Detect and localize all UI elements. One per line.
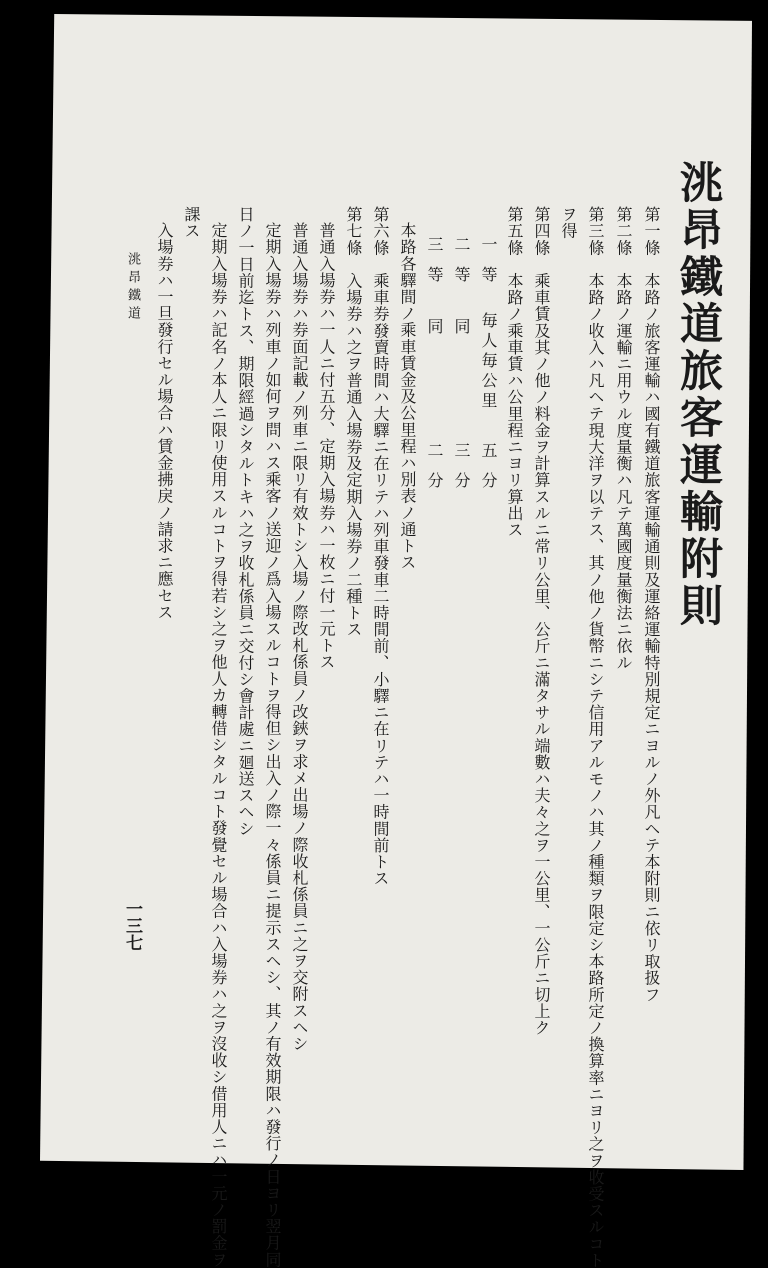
article-3-cont: ヲ得 — [559, 206, 578, 240]
fare-class-2: 二等 — [452, 236, 471, 296]
article-6: 第六條 乘車券發賣時間ハ大驛ニ在リテハ列車發車二時間前、小驛ニ在リテハ一時間前トス — [371, 206, 390, 887]
fare-class-3: 三等 — [425, 236, 444, 296]
fare-unit-3: 同 — [425, 318, 444, 338]
article-3: 第三條 本路ノ收入ハ凡ヘテ現大洋ヲ以テス、其ノ他ノ貨幣ニシテ信用アルモノハ其ノ種類ヲ限定シ本路所定ノ換算率ニヨリ之ヲ收受スルコト — [586, 206, 605, 1268]
article-1: 第一條 本路ノ旅客運輸ハ國有鐵道旅客運輸通則及運絡運輸特別規定ニヨルノ外凡ヘテ本附則ニ依リ取扱フ — [642, 206, 661, 1003]
article-7-para-3: 定期入場券ハ列車ノ如何ヲ問ハス乘客ノ送迎ノ爲入場スルコトヲ得但シ出入ノ際一々係員ニ提示スヘシ、其ノ有效期限ハ發行ノ日ヨリ翌月同 — [263, 222, 282, 1268]
fare-rate-1: 五分 — [479, 442, 498, 502]
page-title: 洮昂鐵道旅客運輸附則 — [673, 160, 723, 630]
fare-unit-1: 毎人毎公里 — [479, 312, 498, 412]
article-2: 第二條 本路ノ運輸ニ用ウル度量衡ハ凡テ萬國度量衡法ニ依ル — [614, 206, 633, 671]
article-5: 第五條 本路ノ乘車賃ハ公里程ニヨリ算出ス — [505, 206, 524, 538]
page-number: 一三七 — [122, 900, 142, 951]
article-7-para-5: 入場券ハ一旦發行セル場合ハ賃金拂戾ノ請求ニ應セス — [155, 222, 174, 621]
article-7-para-3-cont: 日ノ一日前迄トス、期限經過シタルトキハ之ヲ收札係員ニ交付シ會計處ニ廻送スヘシ — [236, 206, 255, 837]
fare-note: 本路各驛間ノ乘車賃金及公里程ハ別表ノ通トス — [398, 222, 417, 571]
fare-unit-2: 同 — [452, 318, 471, 338]
fare-class-1: 一等 — [479, 236, 498, 296]
fare-rate-2: 三分 — [452, 442, 471, 502]
article-7-para-2: 普通入場券ハ券面記載ノ列車ニ限リ有效トシ入場ノ際改札係員ノ改鋏ヲ求メ出場ノ際收札係員ニ之ヲ交附スヘシ — [290, 222, 309, 1052]
fare-rate-3: 二分 — [425, 442, 444, 502]
article-7-para-1: 普通入場券ハ一人ニ付五分、定期入場券ハ一枚ニ付一元トス — [317, 222, 336, 671]
running-title: 洮昂鐵道 — [125, 252, 140, 324]
article-7: 第七條 入場券ハ之ヲ普通入場券及定期入場券ノ二種トス — [344, 206, 363, 638]
article-7-para-4: 定期入場券ハ記名ノ本人ニ限リ使用スルコトヲ得若シ之ヲ他人カ轉借シタルコト發覺セル場合ハ入場券ハ之ヲ沒收シ借用人ニハ一元ノ罰金ヲ — [209, 222, 228, 1268]
article-4: 第四條 乘車賃及其ノ他ノ料金ヲ計算スルニ常リ公里、公斤ニ滿タサル端數ハ夫々之ヲ一公里、一公斤ニ切上ク — [532, 206, 551, 1036]
article-7-para-4-cont: 課ス — [182, 206, 201, 240]
